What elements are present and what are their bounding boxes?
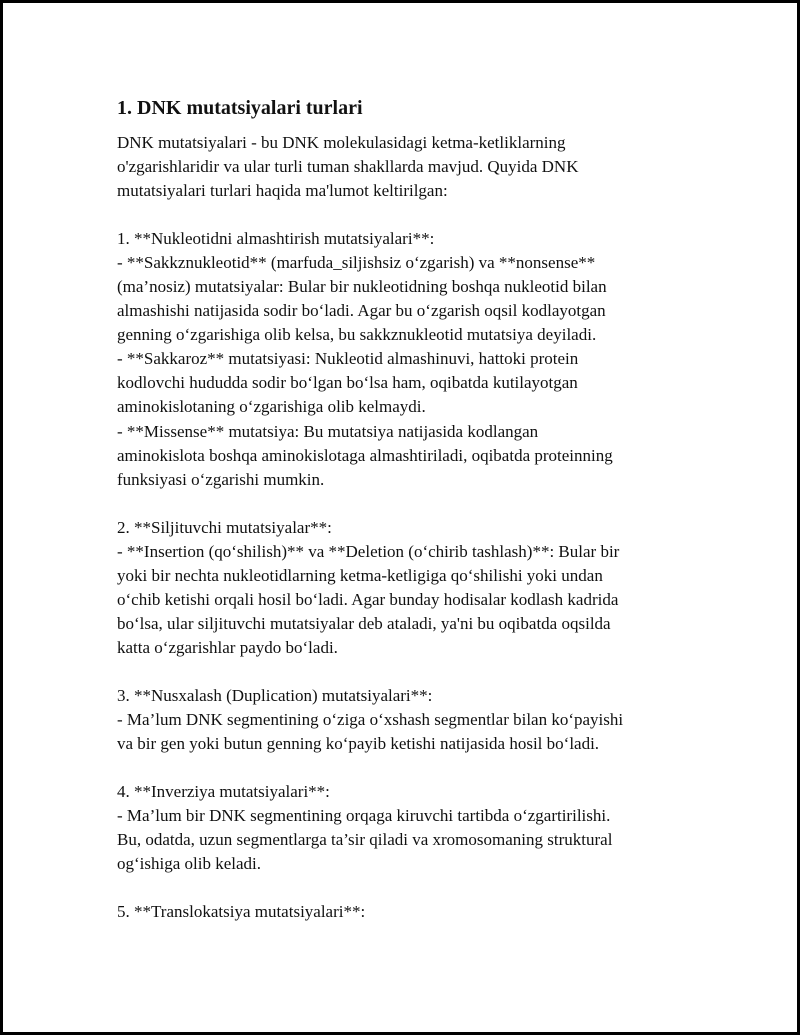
section-title: 5. **Translokatsiya mutatsiyalari**: bbox=[117, 902, 366, 922]
document-body bbox=[117, 95, 707, 925]
section-line: og‘ishiga olib keladi. bbox=[117, 854, 262, 874]
section-spacer bbox=[117, 660, 707, 684]
section-line: va bir gen yoki butun genning ko‘payib ketishi natijasida hosil bo‘ladi. bbox=[117, 734, 600, 754]
section-line: bo‘lsa, ular siljituvchi mutatsiyalar deb ataladi, ya'ni bu oqibatda oqsilda bbox=[117, 613, 611, 633]
section-line: katta o‘zgarishlar paydo bo‘ladi. bbox=[117, 637, 338, 657]
section-spacer bbox=[117, 492, 707, 516]
intro-paragraph bbox=[117, 131, 707, 203]
section-line: - **Sakkznukleotid** (marfuda_siljishsiz o‘zgarish) va **nonsense** bbox=[117, 253, 596, 273]
section-line: o‘chib ketishi orqali hosil bo‘ladi. Agar bunday hodisalar kodlash kadrida bbox=[117, 589, 619, 609]
mutation-section bbox=[117, 684, 707, 756]
section-line: Bu, odatda, uzun segmentlarga ta’sir qiladi va xromosomaning struktural bbox=[117, 830, 613, 850]
section-title: 1. **Nukleotidni almashtirish mutatsiyalari**: bbox=[117, 229, 435, 249]
section-line: - Ma’lum DNK segmentining o‘ziga o‘xshash segmentlar bilan ko‘payishi bbox=[117, 710, 624, 730]
section-line: aminokislota boshqa aminokislotaga almashtiriladi, oqibatda proteinning bbox=[117, 445, 613, 465]
intro-line: DNK mutatsiyalari - bu DNK molekulasidagi ketma-ketliklarning bbox=[117, 133, 566, 152]
section-line: kodlovchi hududda sodir bo‘lgan bo‘lsa ham, oqibatda kutilayotgan bbox=[117, 373, 578, 393]
section-line: (ma’nosiz) mutatsiyalar: Bular bir nukleotidning boshqa nukleotid bilan bbox=[117, 277, 607, 297]
mutation-section bbox=[117, 900, 707, 924]
mutation-types-list bbox=[117, 227, 707, 924]
section-line: - **Sakkaroz** mutatsiyasi: Nukleotid almashinuvi, hattoki protein bbox=[117, 349, 579, 369]
section-line: yoki bir nechta nukleotidlarning ketma-ketligiga qo‘shilishi yoki undan bbox=[117, 565, 603, 585]
section-spacer bbox=[117, 876, 707, 900]
mutation-section bbox=[117, 227, 707, 492]
section-line: genning o‘zgarishiga olib kelsa, bu sakkznukleotid mutatsiya deyiladi. bbox=[117, 325, 597, 345]
section-line: - Ma’lum bir DNK segmentining orqaga kiruvchi tartibda o‘zgartirilishi. bbox=[117, 806, 611, 826]
intro-line: o'zgarishlaridir va ular turli tuman shakllarda mavjud. Quyida DNK bbox=[117, 157, 579, 177]
section-title: 4. **Inverziya mutatsiyalari**: bbox=[117, 782, 330, 802]
section-title: 3. **Nusxalash (Duplication) mutatsiyalari**: bbox=[117, 686, 433, 706]
section-spacer bbox=[117, 756, 707, 780]
intro-line: mutatsiyalari turlari haqida ma'lumot keltirilgan: bbox=[117, 181, 448, 201]
section-line: aminokislotaning o‘zgarishiga olib kelmaydi. bbox=[117, 397, 426, 417]
mutation-section bbox=[117, 516, 707, 660]
section-title: 2. **Siljituvchi mutatsiyalar**: bbox=[117, 517, 332, 537]
section-line: funksiyasi o‘zgarishi mumkin. bbox=[117, 469, 325, 489]
mutation-section bbox=[117, 780, 707, 876]
section-line: - **Insertion (qo‘shilish)** va **Deletion (o‘chirib tashlash)**: Bular bir bbox=[117, 541, 620, 561]
document-heading: 1. DNK mutatsiyalari turlari bbox=[117, 97, 363, 119]
section-line: almashishi natijasida sodir bo‘ladi. Agar bu o‘zgarish oqsil kodlayotgan bbox=[117, 301, 606, 321]
section-line: - **Missense** mutatsiya: Bu mutatsiya natijasida kodlangan bbox=[117, 421, 539, 441]
